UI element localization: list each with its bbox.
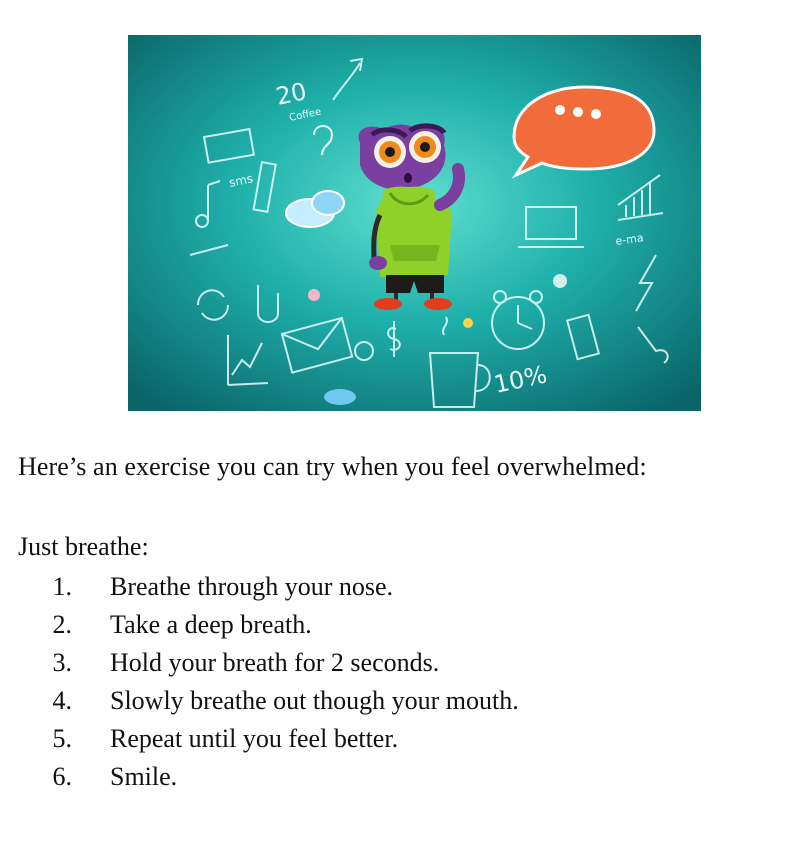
intro-text: Here’s an exercise you can try when you feel overwhelmed: [18, 452, 647, 481]
step-number: 1. [52, 572, 72, 601]
list-item [0, 682, 519, 720]
step-text: Breathe through your nose. [110, 572, 394, 601]
step-text: Repeat until you feel better. [110, 724, 399, 753]
coffee-number-text: 20 [273, 77, 310, 111]
coffee-word-text: Coffee [288, 106, 323, 124]
step-text: Slowly breathe out though your mouth. [110, 686, 519, 715]
percent-text: 10% [491, 360, 550, 399]
list-item [0, 644, 519, 682]
list-item [0, 568, 519, 606]
step-number: 4. [52, 686, 72, 715]
email-word-text: e-ma [614, 231, 645, 248]
sms-word-text: sms [227, 171, 255, 190]
step-text: Smile. [110, 762, 178, 791]
list-item [0, 606, 519, 644]
blue-doodle-icon [324, 389, 356, 405]
cartoon-illustration [128, 35, 701, 411]
list-item [0, 720, 519, 758]
step-text: Take a deep breath. [110, 610, 312, 639]
breathing-steps-list [0, 568, 519, 796]
step-number: 5. [52, 724, 72, 753]
exercise-heading: Just breathe: [18, 532, 149, 561]
step-number: 2. [52, 610, 72, 639]
step-number: 3. [52, 648, 72, 677]
step-text: Hold your breath for 2 seconds. [110, 648, 440, 677]
list-item [0, 758, 519, 796]
step-number: 6. [52, 762, 72, 791]
